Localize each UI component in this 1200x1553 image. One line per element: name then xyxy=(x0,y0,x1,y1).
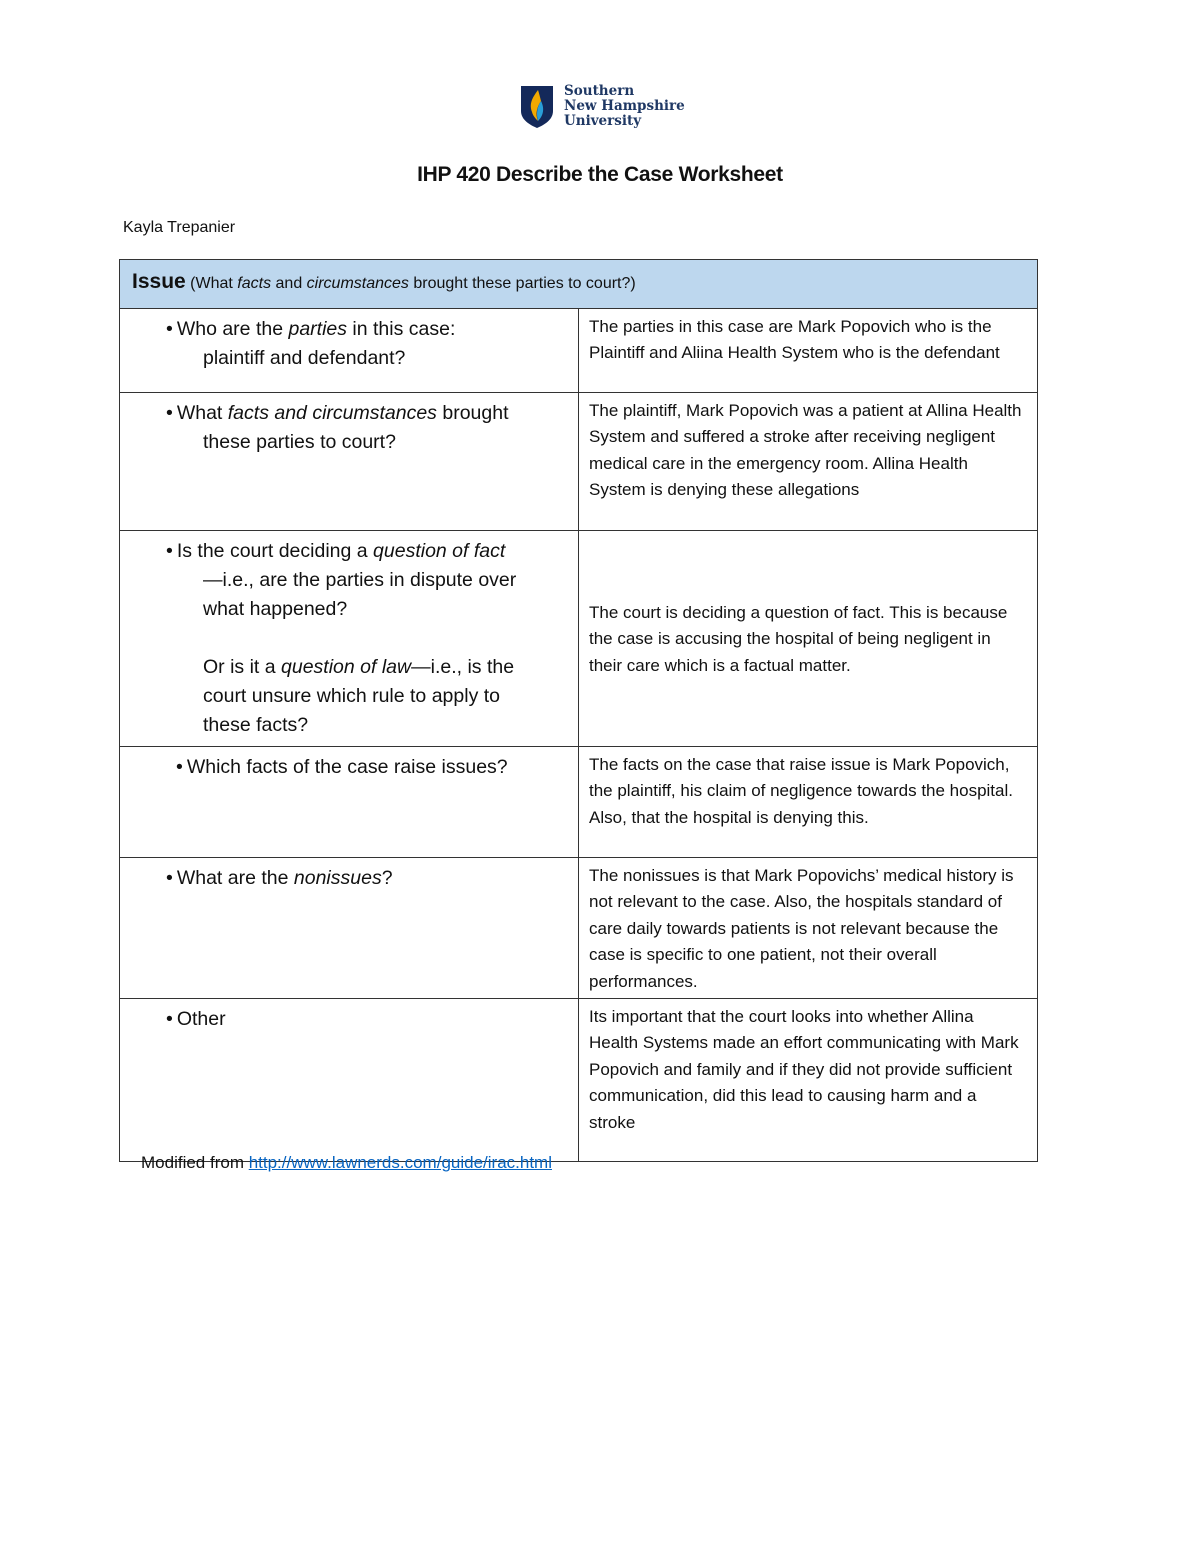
question-text: What xyxy=(176,402,228,424)
issue-label: Issue xyxy=(132,270,186,293)
source-prefix: Modified from xyxy=(141,1153,249,1172)
question-text: court unsure which rule to apply to xyxy=(203,685,500,707)
answer-cell: Its important that the court looks into whether Allina Health Systems made an effort communicating with Mark Popovich and family and if they did not provide sufficient communication, did this lead to causing harm and a stroke xyxy=(579,999,1038,1162)
flame-shield-icon xyxy=(520,85,554,129)
table-row xyxy=(120,999,1038,1162)
question-cell xyxy=(120,858,579,999)
university-logo xyxy=(520,84,685,129)
question-em: question of law xyxy=(281,656,412,678)
question-text: Is the court deciding a xyxy=(176,540,374,562)
question-text: Which facts of the case raise issues? xyxy=(186,756,508,778)
question-cell xyxy=(120,531,579,747)
header-text: and xyxy=(271,275,307,292)
question-text: ? xyxy=(381,867,393,889)
spacer xyxy=(166,624,568,653)
table-row xyxy=(120,531,1038,747)
answer-cell: The facts on the case that raise issue is Mark Popovich, the plaintiff, his claim of negligence towards the hospital. Also, that the hospital is denying this. xyxy=(579,747,1038,858)
logo-line: Southern xyxy=(564,83,635,99)
bullet-icon: • xyxy=(166,402,173,424)
question-text: plaintiff and defendant? xyxy=(203,347,406,369)
question-em: parties xyxy=(288,318,347,340)
header-text: (What xyxy=(190,275,238,292)
question-em: nonissues xyxy=(293,867,382,889)
bullet-icon: • xyxy=(166,540,173,562)
table-row xyxy=(120,858,1038,999)
question-text: these facts? xyxy=(203,714,309,736)
question-text: —i.e., is the xyxy=(411,656,515,678)
header-text: brought these parties to court?) xyxy=(408,275,636,292)
question-text: what happened? xyxy=(203,598,348,620)
answer-cell: The nonissues is that Mark Popovichs’ medical history is not relevant to the case. Also, the hospitals standard of care daily towards patients is not relevant because the case is specific to one patient, not their overall performances. xyxy=(579,858,1038,999)
bullet-icon: • xyxy=(166,867,173,889)
bullet-icon: • xyxy=(176,756,183,778)
answer-cell: The court is deciding a question of fact. This is because the case is accusing the hospital of being negligent in their care which is a factual matter. xyxy=(579,531,1038,747)
bullet-icon: • xyxy=(166,318,173,340)
answer-cell: The parties in this case are Mark Popovich who is the Plaintiff and Aliina Health System who is the defendant xyxy=(579,309,1038,393)
question-em: question of fact xyxy=(373,540,506,562)
header-em: facts xyxy=(237,275,272,292)
issue-header xyxy=(120,260,1038,309)
source-note xyxy=(141,1153,552,1173)
question-text: these parties to court? xyxy=(203,431,396,453)
bullet-icon: • xyxy=(166,1008,173,1031)
question-text: brought xyxy=(436,402,509,424)
question-text: What are the xyxy=(176,867,294,889)
answer-cell: The plaintiff, Mark Popovich was a patient at Allina Health System and suffered a stroke after receiving negligent medical care in the emergency room. Allina Health System is denying these allegations xyxy=(579,393,1038,531)
page-title: IHP 420 Describe the Case Worksheet xyxy=(417,163,783,186)
table-row xyxy=(120,747,1038,858)
table-row xyxy=(120,393,1038,531)
question-text: Who are the xyxy=(176,318,289,340)
header-em: circumstances xyxy=(306,275,409,292)
logo-line: New Hampshire xyxy=(564,98,685,114)
logo-line: University xyxy=(564,113,642,129)
author-name: Kayla Trepanier xyxy=(123,219,236,236)
question-cell xyxy=(120,309,579,393)
question-em: facts and circumstances xyxy=(227,402,437,424)
source-link[interactable]: http://www.lawnerds.com/guide/irac.html xyxy=(248,1153,552,1172)
logo-wordmark xyxy=(564,84,685,129)
table-row xyxy=(120,309,1038,393)
question-cell xyxy=(120,999,579,1162)
table-header-row xyxy=(120,260,1038,309)
question-text: Other xyxy=(176,1008,226,1031)
question-cell xyxy=(120,747,579,858)
question-text: —i.e., are the parties in dispute over xyxy=(203,569,517,591)
question-cell xyxy=(120,393,579,531)
question-text: Or is it a xyxy=(203,656,282,678)
worksheet-table xyxy=(119,259,1038,1162)
question-text: in this case: xyxy=(347,318,456,340)
